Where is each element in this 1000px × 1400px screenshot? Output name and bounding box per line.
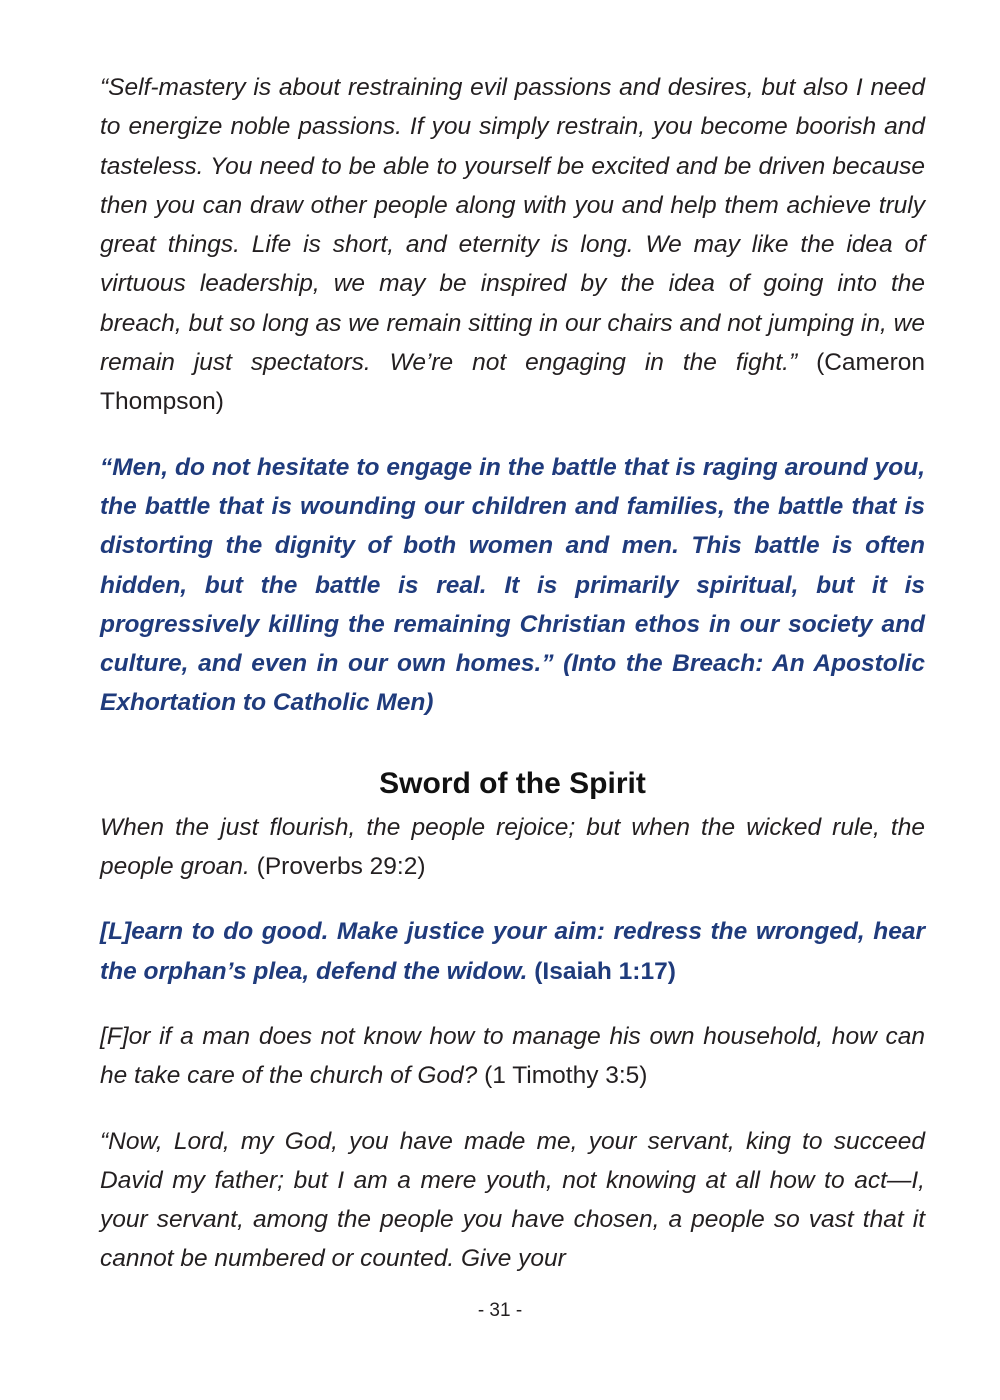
thompson-quote-text: “Self-mastery is about restraining evil passions and desires, but also I need to energize noble passions. If you simply restrain, you become boorish and tasteless. You need to be able to yourself be excited and be driven because then you can draw other people along with you and help them achieve truly great things. Life is short, and eternity is long. We may like the idea of virtuous leadership, we may be inspired by the idea of going into the breach, but so long as we remain sitting in our chairs and not jumping in, we remain just spectators. We’re not engaging in the fight.” [100, 74, 925, 377]
into-the-breach-quote: “Men, do not hesitate to engage in the battle that is raging around you, the battle that is wounding our children and families, the battle that is distorting the dignity of both women and men. This battle is often hidden, but the battle is real. It is primarily spiritual, but it is progressively killing the remaining Christian ethos in our society and culture, and even in our own homes.” (Into the Breach: An Apostolic Exhortation to Catholic Men) [100, 453, 925, 717]
verse-timothy [100, 1017, 925, 1096]
thompson-quote [100, 68, 925, 422]
verse-isaiah [100, 912, 925, 991]
section-heading: Sword of the Spirit [379, 766, 646, 800]
verse-text: When the just flourish, the people rejoice; but when the wicked rule, the people groan. [100, 813, 925, 881]
page-number: - 31 - [477, 1300, 523, 1321]
verse-solomon-prayer: “Now, Lord, my God, you have made me, your servant, king to succeed David my father; but I am a mere youth, not knowing at all how to act—I, your servant, among the people you have chosen, a people so vast that it cannot be numbered or counted. Give your [100, 1127, 925, 1273]
page-content [100, 68, 925, 1279]
verse-text: [L]earn to do good. Make justice your aim: redress the wronged, hear the orphan’s plea, defend the widow. [100, 918, 925, 985]
thompson-quote-source: (Cameron Thompson) [100, 349, 925, 416]
verse-proverbs [100, 808, 925, 887]
verse-reference: (1 Timothy 3:5) [484, 1062, 648, 1090]
verse-text: [F]or if a man does not know how to manage his own household, how can he take care of the church of God? [100, 1022, 925, 1090]
verse-reference: (Proverbs 29:2) [256, 853, 426, 881]
verse-reference: (Isaiah 1:17) [534, 957, 676, 985]
